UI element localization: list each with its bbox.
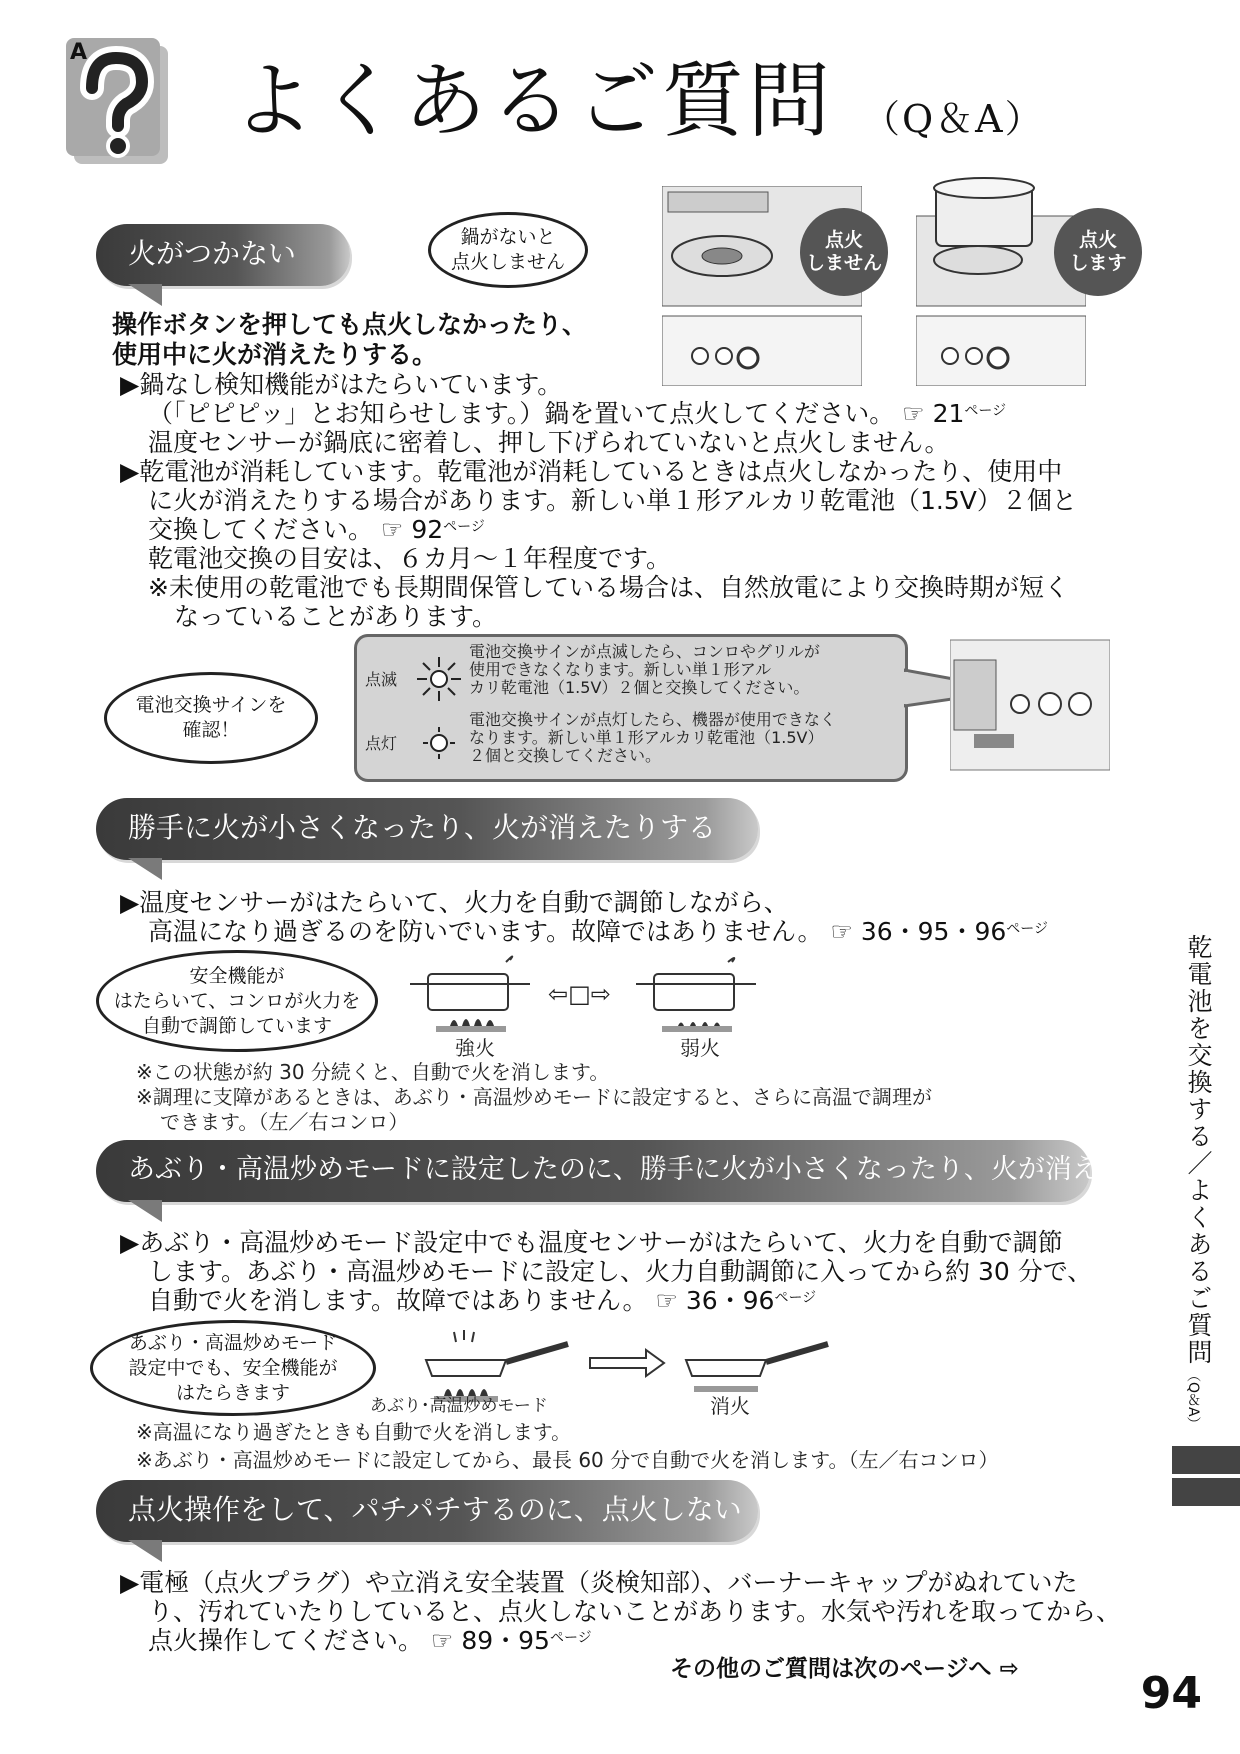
heading-tail xyxy=(128,858,162,880)
lit-sign-icon xyxy=(415,719,463,767)
lead-line-2: 使用中に火が消えたりする。 xyxy=(112,340,438,369)
heading-tail xyxy=(128,284,162,306)
battery-sign-info-box: 点滅 電池交換サインが点滅したら、コンロやグリルが 使用できなくなります。新しい単１形アル カリ乾電池（1.5V）２個と交換してください。 点灯 電池交換サインが点灯したら、機器が使用できなく なります。新しい単１形アルカリ乾電池（1.5V） ２個と交換してください。 xyxy=(354,634,908,782)
sidebar-section-sub: （Q＆A） xyxy=(1185,1368,1201,1431)
body-line: ▶電極（点火プラグ）や立消え安全装置（炎検知部）、バーナーキャップがぬれていた xyxy=(120,1568,1078,1597)
note-line: ※調理に支障があるときは、あぶり・高温炒めモードに設定すると、さらに高温で調理が xyxy=(136,1085,932,1109)
note-line: ※この状態が約 30 分続くと、自動で火を消します。 xyxy=(136,1060,610,1084)
note-line: ※高温になり過ぎたときも自動で火を消します。 xyxy=(136,1420,572,1444)
body-line: ※未使用の乾電池でも長期間保管している場合は、自然放電により交換時期が短く xyxy=(148,573,1069,602)
body-line: ▶温度センサーがはたらいて、火力を自動で調節しながら、 xyxy=(120,888,789,917)
body-line: ▶鍋なし検知機能がはたらいています。 xyxy=(120,370,563,399)
heading-tail xyxy=(128,1540,162,1562)
mode-label: あぶり･高温炒めモード xyxy=(370,1396,548,1416)
blink-sign-icon xyxy=(415,655,463,703)
page-title-sub: （Q＆A） xyxy=(862,97,1045,141)
body-line: します。あぶり・高温炒めモードに設定し、火力自動調節に入ってから約 30 分で、 xyxy=(148,1257,1093,1286)
strong-flame-label: 強火 xyxy=(455,1036,495,1060)
body-line: 高温になり過ぎるのを防いでいます。故障ではありません。 ☞ 36・95・96$^{ページ}$ xyxy=(148,917,1048,946)
page-title: よくあるご質問 xyxy=(232,54,835,149)
section-heading-no-ignition: 火がつかない xyxy=(96,224,350,286)
off-label: 消火 xyxy=(710,1394,750,1418)
control-panel-illustration xyxy=(950,630,1110,780)
pan-off-illustration xyxy=(680,1330,830,1410)
body-line: 乾電池交換の目安は、６カ月～１年程度です。 xyxy=(148,544,672,573)
sidebar-tab[interactable] xyxy=(1172,1446,1240,1474)
heading-tail xyxy=(128,1200,162,1222)
page-number: 94 xyxy=(1140,1668,1202,1719)
section-heading-flame-reduces: 勝手に火が小さくなったり、火が消えたりする xyxy=(96,798,758,860)
body-line: に火が消えたりする場合があります。新しい単１形アルカリ乾電池（1.5V）２個と xyxy=(148,486,1077,515)
next-page-link[interactable]: その他のご質問は次のページへ ⇨ xyxy=(670,1656,1019,1682)
label-no-ignition: 点火 しません xyxy=(800,208,888,296)
body-line: り、汚れていたりしていると、点火しないことがあります。水気や汚れを取ってから、 xyxy=(148,1597,1122,1626)
switch-arrow: ⇦□⇨ xyxy=(548,980,611,1008)
sidebar-tab[interactable] xyxy=(1172,1478,1240,1506)
note-line: できます。（左／右コンロ） xyxy=(160,1110,409,1134)
body-line: 交換してください。 ☞ 92$^{ページ}$ xyxy=(148,515,485,544)
label-ignition: 点火 します xyxy=(1054,208,1142,296)
blink-label: 点滅 xyxy=(365,670,398,689)
stove-with-pot-illustration xyxy=(916,176,1086,386)
page-ref[interactable]: ☞ 21$^{ページ}$ xyxy=(902,399,1007,428)
body-line: 点火操作してください。 ☞ 89・95$^{ページ}$ xyxy=(148,1626,592,1655)
right-arrow-icon xyxy=(588,1348,666,1378)
page-ref[interactable]: ☞ 89・95$^{ページ}$ xyxy=(430,1626,592,1655)
mode-safety-bubble: あぶり・高温炒めモード 設定中でも、安全機能が はたらきます xyxy=(90,1320,376,1416)
body-line: 温度センサーが鍋底に密着し、押し下げられていないと点火しません。 xyxy=(148,428,950,457)
page-ref[interactable]: ☞ 36・96$^{ページ}$ xyxy=(655,1286,817,1315)
answer-letter: A xyxy=(70,40,88,65)
body-line: なっていることがあります。 xyxy=(174,602,498,631)
body-line: 自動で火を消します。故障ではありません。 ☞ 36・96$^{ページ}$ xyxy=(148,1286,817,1315)
lit-label: 点灯 xyxy=(365,734,398,753)
pot-strong-flame-illustration xyxy=(410,950,530,1042)
section-heading-clicks-no-ignition: 点火操作をして、パチパチするのに、点火しない xyxy=(96,1480,758,1542)
body-line: （「ピピピッ」とお知らせします。）鍋を置いて点火してください。 ☞ 21$^{ページ}$ xyxy=(148,399,1007,428)
no-pot-bubble: 鍋がないと 点火しません xyxy=(428,212,588,288)
lead-line-1: 操作ボタンを押しても点火しなかったり、 xyxy=(112,310,588,339)
page-ref[interactable]: ☞ 36・95・96$^{ページ}$ xyxy=(830,917,1048,946)
pot-weak-flame-illustration xyxy=(636,950,756,1042)
section-heading-high-temp-mode: あぶり・高温炒めモードに設定したのに、勝手に火が小さくなったり、火が消えたりする xyxy=(96,1140,1090,1202)
safety-bubble: 安全機能が はたらいて、コンロが火力を 自動で調節しています xyxy=(96,950,378,1052)
note-line: ※あぶり・高温炒めモードに設定してから、最長 60 分で自動で火を消します。（左／右コンロ） xyxy=(136,1448,999,1472)
battery-sign-bubble: 電池交換サインを 確認！ xyxy=(104,672,318,764)
weak-flame-label: 弱火 xyxy=(680,1036,720,1060)
body-line: ▶乾電池が消耗しています。乾電池が消耗しているときは点火しなかったり、使用中 xyxy=(120,457,1063,486)
sidebar-section-title: 乾電池を交換する／よくあるご質問 xyxy=(1184,934,1213,1366)
body-line: ▶あぶり・高温炒めモード設定中でも温度センサーがはたらいて、火力を自動で調節 xyxy=(120,1228,1063,1257)
page-ref[interactable]: ☞ 92$^{ページ}$ xyxy=(380,515,485,544)
